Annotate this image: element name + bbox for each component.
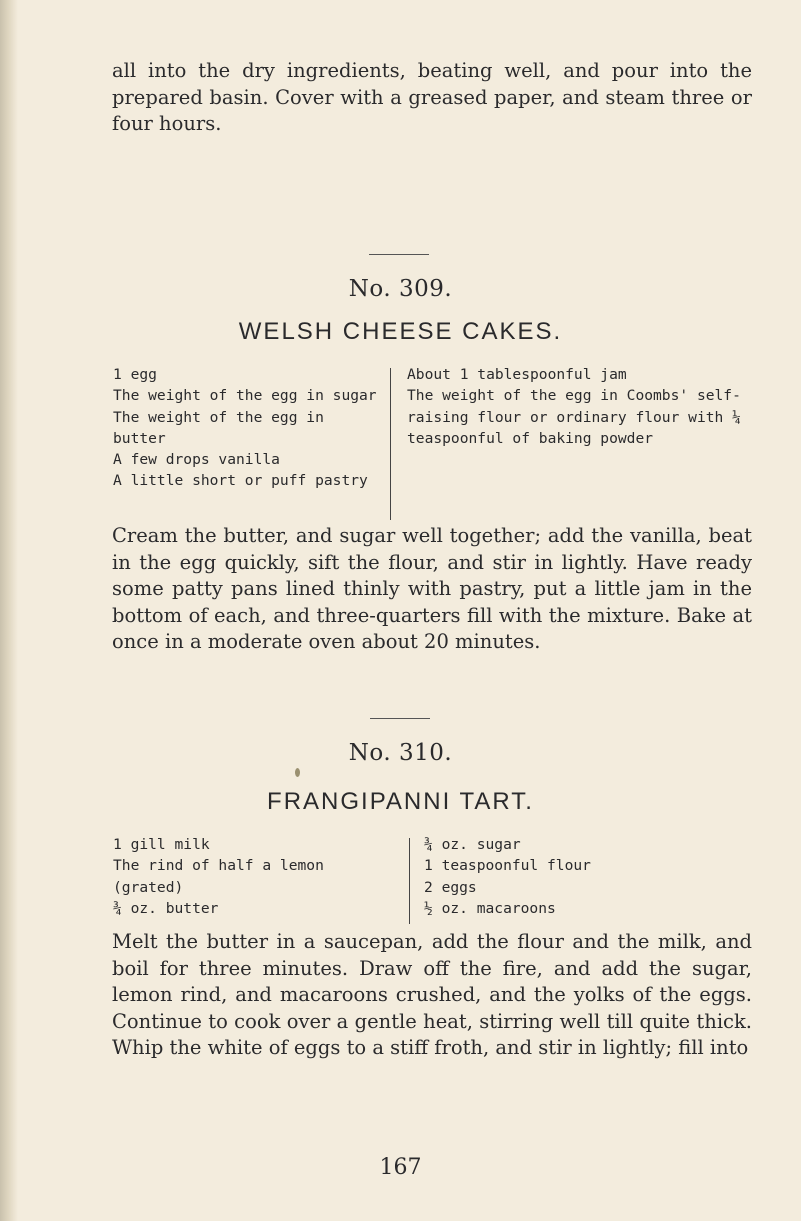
recipe-309-ingredients-left [113,364,379,492]
ingredient-item: 1 egg [113,366,157,383]
ingredient-item: The weight of the egg in Coombs' self-raising flour or ordinary flour with ¼ teaspoonful of baking powder [407,387,741,447]
ink-speck [295,768,300,777]
ingredients-divider [409,838,410,924]
recipe-309-ingredients-right [407,364,747,449]
ingredient-item: The weight of the egg in butter [113,408,324,447]
ingredient-item: A little short or puff pastry [113,472,368,490]
page-number: 167 [379,1155,422,1180]
recipe-310-number: No. 310. [348,740,453,766]
ingredient-item: About 1 tablespoonful jam [407,366,627,383]
section-rule [370,718,430,719]
ingredient-item: 1 teaspoonful flour [424,857,591,875]
recipe-310-title: FRANGIPANNI TART. [267,788,534,815]
ingredient-item: ¾ oz. sugar [424,836,521,853]
ingredient-item: ½ oz. macaroons [424,899,556,917]
ingredient-item: ¾ oz. butter [113,899,219,917]
recipe-310-ingredients-right [424,834,744,919]
recipe-310-method: Melt the butter in a saucepan, add the flour and the milk, and boil for three minutes. Draw off the fire, and add the sugar, lemon rind, and macaroons crushed, and the yolks of the eggs. Continue to cook over a gentle heat, stirring well till quite thick. Whip the white of eggs to a stiff froth, and stir in lightly; fill into [112,930,752,1060]
recipe-309-title: WELSH CHEESE CAKES. [238,318,563,345]
recipe-309-number: No. 309. [348,276,453,302]
ingredient-item: The weight of the egg in sugar [113,387,377,405]
page-binding-shadow [0,0,18,1221]
ingredient-item: 2 eggs [424,878,477,896]
ingredient-item: A few drops vanilla [113,451,280,469]
ingredient-item: The rind of half a lemon (grated) [113,857,324,896]
ingredients-divider [390,368,391,520]
ingredient-item: 1 gill milk [113,836,210,853]
intro-paragraph: all into the dry ingredients, beating well, and pour into the prepared basin. Cover with a greased paper, and steam three or four hours. [112,59,752,136]
recipe-309-method: Cream the butter, and sugar well together; add the vanilla, beat in the egg quickly, sift the flour, and stir in lightly. Have ready some patty pans lined thinly with pastry, put a little jam in the bottom of each, and three-quarters fill with the mixture. Bake at once in a moderate oven about 20 minutes. [112,524,752,654]
section-rule [369,254,429,255]
recipe-310-ingredients-left [113,834,393,919]
